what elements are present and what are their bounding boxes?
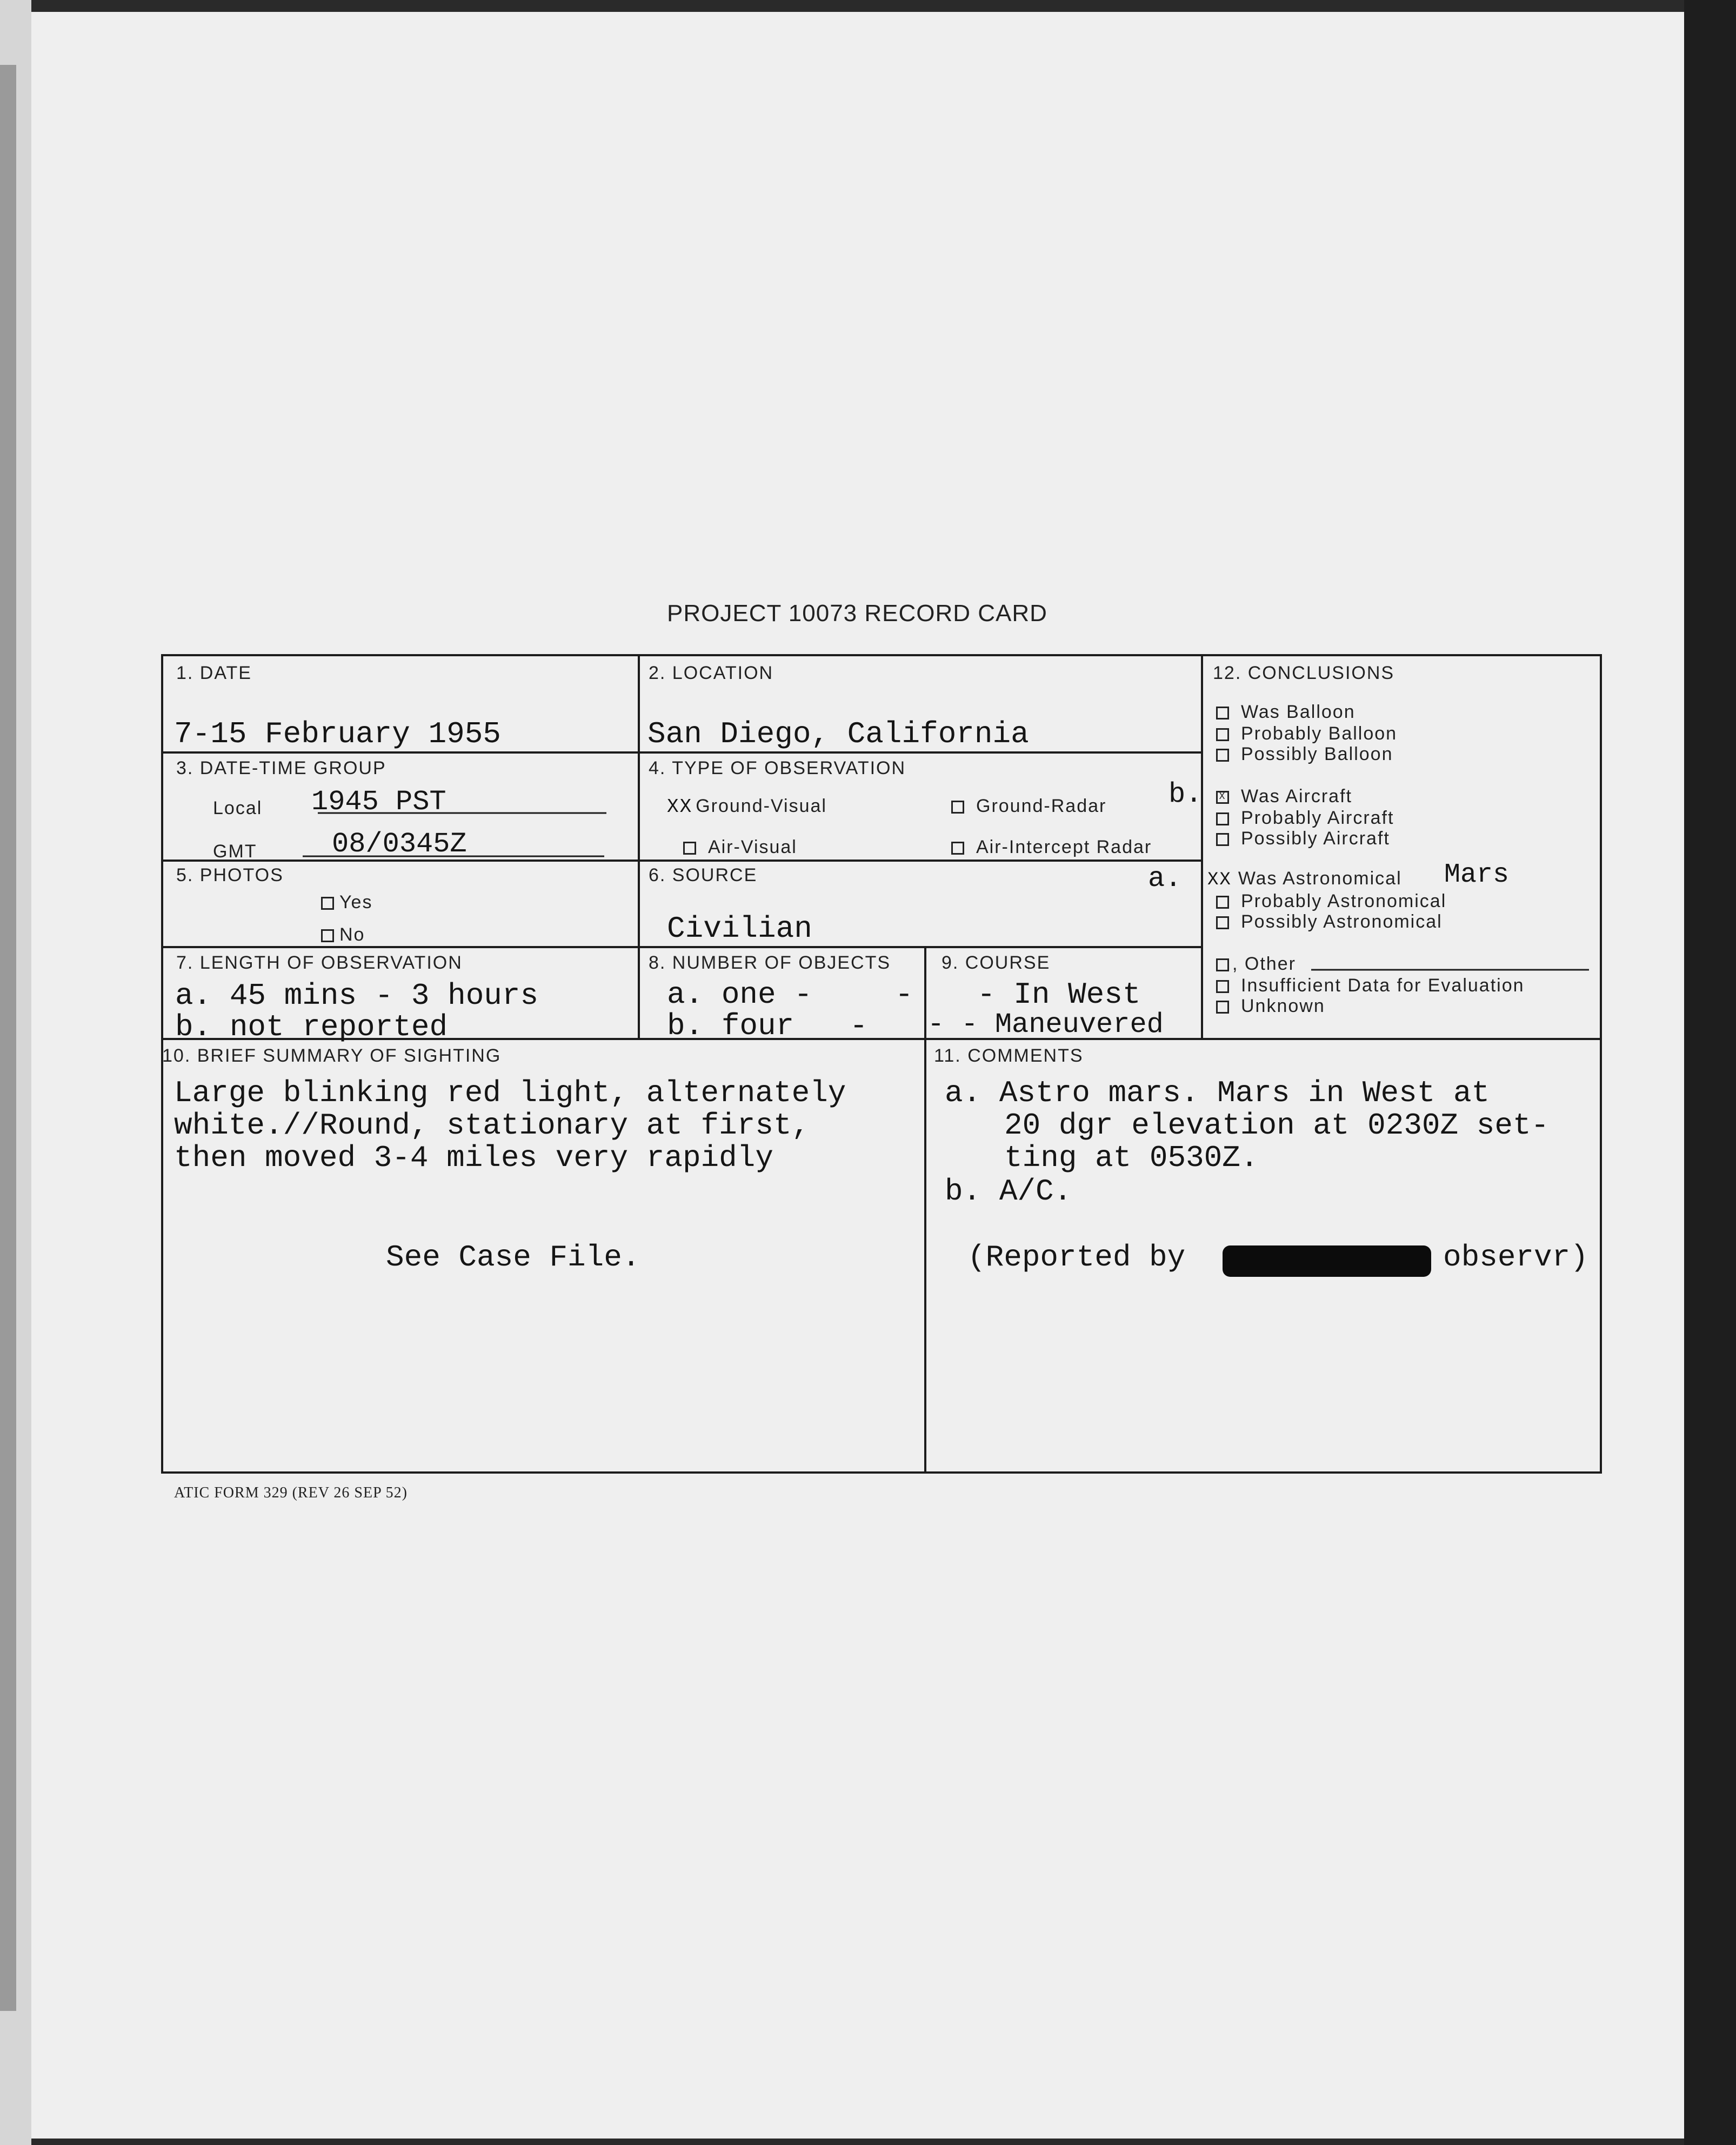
other-checkbox: [1216, 958, 1229, 971]
conclusion-possibly-aircraft: Possibly Aircraft: [1216, 828, 1390, 849]
insufficient-data-checkbox: [1216, 980, 1229, 993]
see-case-file: See Case File.: [386, 1240, 640, 1275]
probably-aircraft-checkbox: [1216, 812, 1229, 825]
comments-line-2: 20 dgr elevation at 0230Z set-: [1004, 1108, 1550, 1143]
photos-yes-label: Yes: [339, 892, 373, 912]
comments-line-4: b. A/C.: [945, 1174, 1072, 1209]
was-balloon-checkbox: [1216, 707, 1229, 720]
date-label: 1. DATE: [176, 663, 252, 683]
conclusion-was-balloon: Was Balloon: [1216, 702, 1356, 723]
type-of-observation-label: 4. TYPE OF OBSERVATION: [649, 758, 906, 778]
comments-label: 11. COMMENTS: [934, 1045, 1084, 1066]
photos-yes-checkbox: [321, 897, 334, 910]
summary-line-1: Large blinking red light, alternately: [174, 1076, 846, 1110]
conclusion-probably-aircraft: Probably Aircraft: [1216, 808, 1394, 829]
unknown-checkbox: [1216, 1001, 1229, 1014]
summary-line-2: white.//Round, stationary at first,: [174, 1108, 810, 1143]
summary-line-3: then moved 3-4 miles very rapidly: [174, 1141, 773, 1175]
conclusion-was-aircraft: X Was Aircraft: [1216, 786, 1352, 807]
reported-by-suffix: observr): [1443, 1240, 1588, 1275]
was-aircraft-checkbox: X: [1216, 791, 1229, 804]
course-label: 9. COURSE: [942, 952, 1051, 973]
photos-yes-option: [321, 892, 372, 913]
conclusions-label: 12. CONCLUSIONS: [1213, 663, 1395, 683]
form-number-footer: ATIC FORM 329 (REV 26 SEP 52): [174, 1484, 408, 1501]
possibly-balloon-checkbox: [1216, 749, 1229, 762]
conclusion-insufficient-data: Insufficient Data for Evaluation: [1216, 975, 1525, 996]
gmt-time-value: 08/0345Z: [332, 828, 467, 860]
course-b: - - Maneuvered: [927, 1009, 1164, 1041]
ground-radar-option: [951, 796, 1106, 817]
objects-b-dash: -: [850, 1009, 868, 1043]
course-a: - In West: [977, 977, 1141, 1012]
date-value: 7-15 February 1955: [174, 717, 501, 751]
gmt-label: GMT: [213, 841, 257, 862]
ground-visual-label: Ground-Visual: [696, 796, 827, 816]
photos-label: 5. PHOTOS: [176, 865, 284, 885]
conclusion-probably-astronomical: Probably Astronomical: [1216, 891, 1446, 912]
source-value: Civilian: [667, 911, 812, 946]
photos-no-checkbox: [321, 929, 334, 942]
objects-a: a. one -: [667, 977, 812, 1012]
date-time-group-label: 3. DATE-TIME GROUP: [176, 758, 386, 778]
type-side-note: b.: [1169, 778, 1203, 810]
conclusion-other: , Other: [1216, 954, 1296, 975]
location-label: 2. LOCATION: [649, 663, 774, 683]
photos-no-option: [321, 924, 365, 945]
objects-b: b. four: [667, 1009, 794, 1043]
air-visual-option: [683, 837, 797, 858]
probably-astronomical-checkbox: [1216, 896, 1229, 909]
ground-radar-checkbox: [951, 801, 964, 814]
objects-label: 8. NUMBER OF OBJECTS: [649, 952, 891, 973]
possibly-astronomical-checkbox: [1216, 916, 1229, 929]
photos-no-label: No: [339, 924, 365, 945]
local-time-value: 1945 PST: [311, 786, 446, 818]
reported-by-prefix: (Reported by: [967, 1240, 1186, 1275]
comments-line-1: a. Astro mars. Mars in West at: [945, 1076, 1490, 1110]
source-label: 6. SOURCE: [649, 865, 758, 885]
was-astronomical-mark: XX: [1207, 870, 1232, 890]
comments-line-3: ting at 0530Z.: [1004, 1141, 1259, 1175]
air-intercept-radar-option: [951, 837, 1152, 858]
air-visual-checkbox: [683, 842, 696, 855]
ground-visual-option: [667, 796, 827, 818]
astronomical-note: Mars: [1444, 860, 1510, 890]
source-side-note: a.: [1148, 863, 1182, 895]
summary-label: 10. BRIEF SUMMARY OF SIGHTING: [162, 1045, 502, 1066]
conclusion-probably-balloon: Probably Balloon: [1216, 723, 1397, 744]
possibly-aircraft-checkbox: [1216, 833, 1229, 846]
ground-radar-label: Ground-Radar: [976, 796, 1107, 816]
air-intercept-radar-label: Air-Intercept Radar: [976, 837, 1152, 857]
card-title: PROJECT 10073 RECORD CARD: [667, 600, 1047, 627]
length-label: 7. LENGTH OF OBSERVATION: [176, 952, 463, 973]
redaction-bar: [1223, 1245, 1431, 1277]
length-a: a. 45 mins - 3 hours: [175, 978, 539, 1013]
conclusion-possibly-balloon: Possibly Balloon: [1216, 744, 1393, 765]
conclusion-was-astronomical: XX Was Astronomical: [1207, 868, 1402, 890]
ground-visual-mark: XX: [667, 796, 693, 818]
length-b: b. not reported: [175, 1010, 448, 1044]
air-intercept-radar-checkbox: [951, 842, 964, 855]
location-value: San Diego, California: [647, 717, 1029, 751]
conclusion-possibly-astronomical: Possibly Astronomical: [1216, 911, 1443, 932]
probably-balloon-checkbox: [1216, 728, 1229, 741]
local-label: Local: [213, 798, 263, 818]
objects-a-dash: -: [895, 977, 913, 1012]
air-visual-label: Air-Visual: [708, 837, 797, 857]
conclusion-unknown: Unknown: [1216, 996, 1325, 1017]
